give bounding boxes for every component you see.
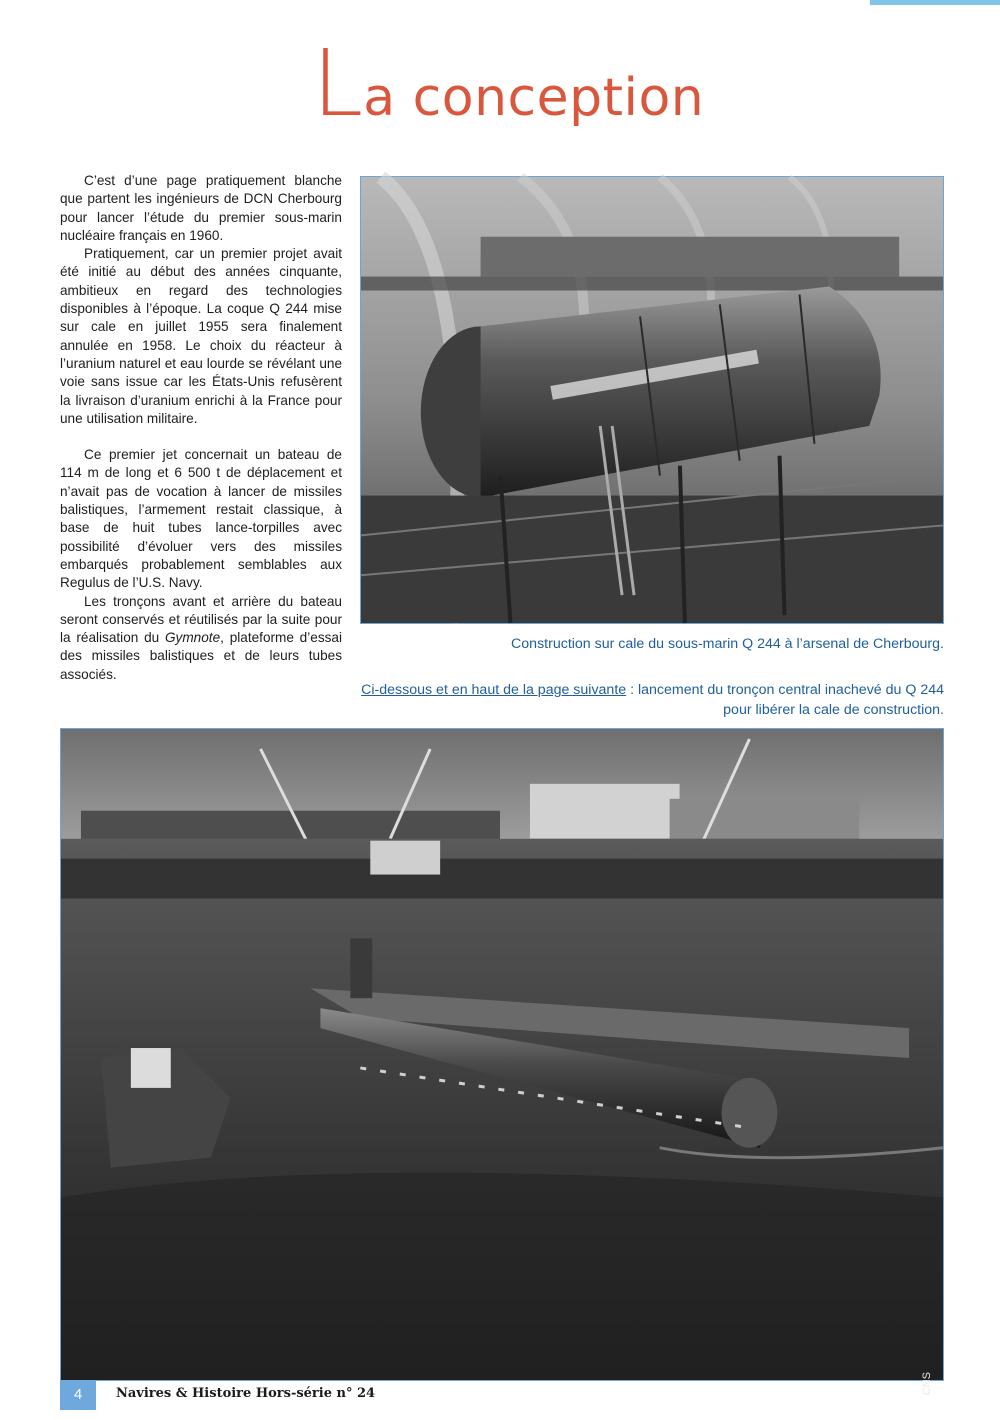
caption-bottom-photo bbox=[344, 680, 944, 720]
paragraph-4-start: Les tronçons avant et arrière du bateau seront conservés et réutilisés par la suite pour la réalisation du bbox=[60, 593, 342, 646]
title-rest: a conception bbox=[363, 68, 705, 128]
title-initial: L bbox=[312, 30, 364, 137]
photo-hull-construction bbox=[360, 176, 944, 624]
article-body bbox=[60, 172, 342, 684]
paragraph-1: C’est d’une page pratiquement blanche que partent les ingénieurs de DCN Cherbourg pour lancer l’étude du premier sous-marin nucléaire français en 1960. bbox=[60, 173, 342, 243]
caption-bottom-rest: : lancement du tronçon central inachevé du Q 244 pour libérer la cale de construction. bbox=[626, 682, 944, 718]
page-number: 4 bbox=[60, 1380, 96, 1410]
paragraph-4 bbox=[60, 593, 342, 684]
paragraph-2: Pratiquement, car un premier projet avait été initié au début des années cinquante, ambitieux en regard des technologies disponibles à l’époque. La coque Q 244 mise sur cale en juillet 1955 sera finalement annulée en 1958. Le choix du réacteur à l’uranium naturel et eau lourde se révélant une voie sans issue car les États-Unis refusèrent la livraison d’uranium enrichi à la France pour une utilisation militaire. bbox=[60, 246, 342, 426]
top-accent-rule bbox=[870, 0, 1000, 5]
gymnote-name: Gymnote bbox=[164, 630, 221, 646]
photo-credit: CNS bbox=[921, 1372, 933, 1396]
footer-publication: Navires & Histoire Hors-série n° 24 bbox=[116, 1386, 376, 1401]
paragraph-3: Ce premier jet concernait un bateau de 114 m de long et 6 500 t de déplacement et n’avait pas de vocation à lancer de missiles balistiques, l’armement restait classique, à base de huit tubes lance-torpilles avec possibilité d’évoluer vers des missiles embarqués probablement semblables aux Regulus de l’U.S. Navy. bbox=[60, 447, 342, 591]
page-title bbox=[312, 30, 732, 138]
caption-bottom-lead: Ci-dessous et en haut de la page suivante bbox=[361, 682, 627, 698]
paragraph-4-end: , plateforme d’essai des missiles balistiques et de leurs tubes associés. bbox=[60, 630, 342, 682]
hull-launch-image bbox=[61, 729, 943, 1380]
caption-top-photo: Construction sur cale du sous-marin Q 244 à l’arsenal de Cherbourg. bbox=[511, 636, 944, 652]
hull-construction-image bbox=[361, 177, 943, 623]
